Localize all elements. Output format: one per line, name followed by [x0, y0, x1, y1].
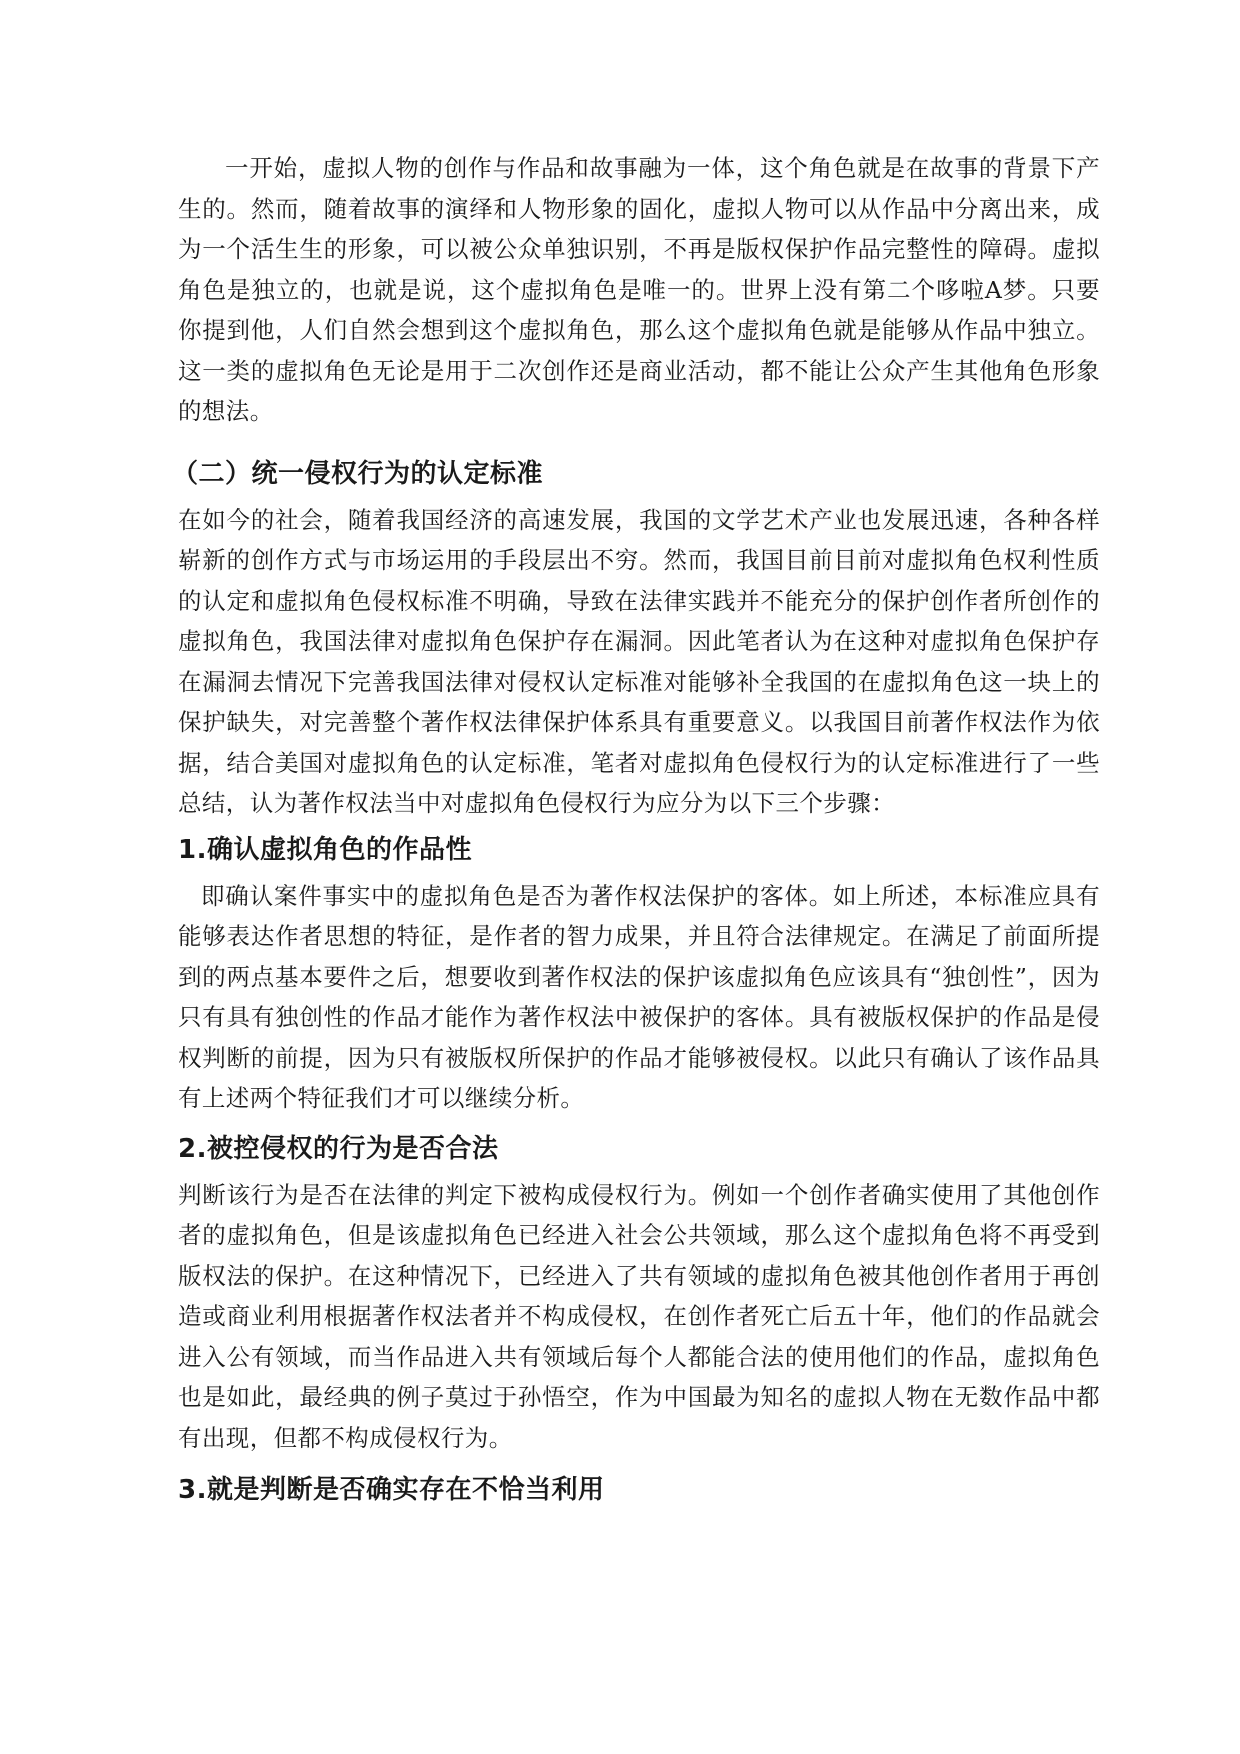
document-page	[172, 148, 1100, 1510]
section-paragraph: 在如今的社会，随着我国经济的高速发展，我国的文学艺术产业也发展迅速，各种各样崭新的创作方式与市场运用的手段层出不穷。然而，我国目前目前对虚拟角色权利性质的认定和虚拟角色侵权标准不明确，导致在法律实践并不能充分的保护创作者所创作的虚拟角色，我国法律对虚拟角色保护存在漏洞。因此笔者认为在这种对虚拟角色保护存在漏洞去情况下完善我国法律对侵权认定标准对能够补全我国的在虚拟角色这一块上的保护缺失，对完善整个著作权法律保护体系具有重要意义。以我国目前著作权法作为依据，结合美国对虚拟角色的认定标准，笔者对虚拟角色侵权行为的认定标准进行了一些总结，认为著作权法当中对虚拟角色侵权行为应分为以下三个步骤：	[178, 505, 1100, 817]
intro-paragraph: 一开始，虚拟人物的创作与作品和故事融为一体，这个角色就是在故事的背景下产生的。然而，随着故事的演绎和人物形象的固化，虚拟人物可以从作品中分离出来，成为一个活生生的形象，可以被公众单独识别，不再是版权保护作品完整性的障碍。虚拟角色是独立的，也就是说，这个虚拟角色是唯一的。世界上没有第二个哆啦A梦。只要你提到他，人们自然会想到这个虚拟角色，那么这个虚拟角色就是能够从作品中独立。这一类的虚拟角色无论是用于二次创作还是商业活动，都不能让公众产生其他角色形象的想法。	[178, 154, 1100, 425]
step2-paragraph: 判断该行为是否在法律的判定下被构成侵权行为。例如一个创作者确实使用了其他创作者的虚拟角色，但是该虚拟角色已经进入社会公共领域，那么这个虚拟角色将不再受到版权法的保护。在这种情况下，已经进入了共有领域的虚拟角色被其他创作者用于再创造或商业利用根据著作权法者并不构成侵权，在创作者死亡后五十年，他们的作品就会进入公有领域，而当作品进入共有领域后每个人都能合法的使用他们的作品，虚拟角色也是如此，最经典的例子莫过于孙悟空，作为中国最为知名的虚拟人物在无数作品中都有出现，但都不构成侵权行为。	[178, 1180, 1100, 1452]
step1-heading: 1.确认虚拟角色的作品性	[178, 834, 472, 865]
section-heading: （二）统一侵权行为的认定标准	[172, 458, 544, 489]
step2-heading: 2.被控侵权的行为是否合法	[178, 1133, 499, 1164]
step3-heading: 3.就是判断是否确实存在不恰当利用	[178, 1475, 605, 1505]
step1-paragraph: 即确认案件事实中的虚拟角色是否为著作权法保护的客体。如上所述，本标准应具有能够表达作者思想的特征，是作者的智力成果，并且符合法律规定。在满足了前面所提到的两点基本要件之后，想要收到著作权法的保护该虚拟角色应该具有“独创性”，因为只有具有独创性的作品才能作为著作权法中被保护的客体。具有被版权保护的作品是侵权判断的前提，因为只有被版权所保护的作品才能够被侵权。以此只有确认了该作品具有上述两个特征我们才可以继续分析。	[178, 881, 1100, 1112]
